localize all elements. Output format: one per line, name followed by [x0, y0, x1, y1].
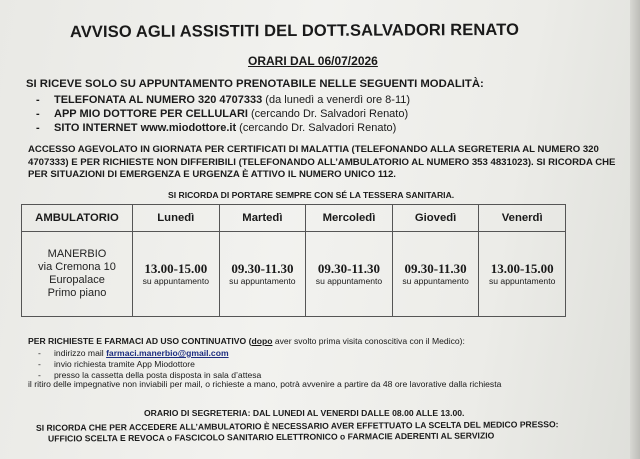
- doctor-choice-places: UFFICIO SCELTA E REVOCA o FASCICOLO SANITARIO ELETTRONICO o FARMACIE ADERENTI AL SERVIZIO: [47, 430, 495, 444]
- slot-tuesday: [219, 232, 306, 317]
- location-building: Europalace: [49, 274, 105, 286]
- header-friday: Venerdì: [479, 205, 566, 232]
- requests-list: [38, 348, 261, 381]
- slot-time: 09.30-11.30: [317, 261, 381, 276]
- requests-heading: PER RICHIESTE E FARMACI AD USO CONTINUATIVO (dopo aver svolto prima visita conoscitiva con il Medico):: [28, 336, 465, 346]
- notice-title: AVVISO AGLI ASSISTITI DEL DOTT.SALVADORI RENATO: [69, 20, 520, 42]
- paper-edge: [630, 0, 640, 459]
- doctor-choice-reminder: SI RICORDA CHE PER ACCEDERE ALL’AMBULATORIO È NECESSARIO AVER EFFETTUATO LA SCELTA DEL MEDICO PRESSO:: [35, 419, 559, 433]
- slot-note: su appuntamento: [488, 276, 556, 286]
- slot-note: su appuntamento: [315, 276, 383, 286]
- location-city: MANERBIO: [47, 248, 107, 260]
- location-floor: Primo piano: [47, 287, 107, 299]
- header-monday: Lunedì: [133, 205, 220, 232]
- slot-note: su appuntamento: [142, 276, 209, 286]
- location-cell: [22, 232, 133, 317]
- slot-time: 09.30-11.30: [231, 261, 294, 276]
- email-link[interactable]: farmaci.manerbio@gmail.com: [106, 348, 229, 358]
- slot-time: 13.00-15.00: [490, 261, 554, 276]
- request-option-mailbox: - presso la cassetta della posta disposta in sala d’attesa: [38, 370, 262, 380]
- header-ambulatorio: AMBULATORIO: [22, 205, 133, 232]
- booking-modes-list: [36, 93, 410, 135]
- health-card-reminder: SI RICORDA DI PORTARE SEMPRE CON SÉ LA TESSERA SANITARIA.: [168, 190, 455, 200]
- header-thursday: Giovedì: [392, 205, 479, 232]
- office-hours: ORARIO DI SEGRETERIA: DAL LUNEDI AL VENERDI DALLE 08.00 ALLE 13.00.: [144, 408, 465, 418]
- booking-mode-phone: - TELEFONATA AL NUMERO 320 4707333 (da lunedì a venerdì ore 8-11): [36, 94, 411, 106]
- location-street: via Cremona 10: [38, 261, 116, 273]
- schedule-row-manerbio: [22, 232, 566, 317]
- slot-time: 13.00-15.00: [144, 261, 208, 276]
- appointment-intro: SI RICEVE SOLO SU APPUNTAMENTO PRENOTABILE NELLE SEGUENTI MODALITÀ:: [26, 78, 484, 90]
- slot-friday: [479, 232, 566, 317]
- slot-note: su appuntamento: [229, 276, 296, 286]
- booking-mode-website: - SITO INTERNET www.miodottore.it (cercando Dr. Salvadori Renato): [36, 122, 397, 134]
- header-wednesday: Mercoledì: [306, 205, 393, 232]
- schedule-table: [21, 204, 566, 317]
- schedule-header-row: [22, 205, 566, 232]
- request-option-email: - indirizzo mail farmaci.manerbio@gmail.com: [38, 348, 229, 358]
- request-option-app: - invio richiesta tramite App Miodottore: [38, 359, 195, 369]
- slot-thursday: [392, 232, 479, 317]
- slot-time: 09.30-11.30: [404, 261, 467, 276]
- access-paragraph: ACCESSO AGEVOLATO IN GIORNATA PER CERTIFICATI DI MALATTIA (TELEFONANDO ALLA SEGRETERIA AL NUMERO 320 4707333) E PER RICHIESTE NON DIFFERIBILI (TELEFONANDO ALL’AMBULATORIO AL NUMERO 353 4831023). SI RICORDA CHE PER SITUAZIONI DI EMERGENZA E URGENZA È ATTIVO IL NUMERO UNICO 112.: [28, 144, 616, 181]
- booking-mode-app: - APP MIO DOTTORE PER CELLULARI (cercando Dr. Salvadori Renato): [36, 108, 409, 120]
- header-tuesday: Martedì: [219, 205, 306, 232]
- slot-monday: [133, 232, 220, 317]
- slot-wednesday: [306, 232, 393, 317]
- notice-subtitle: ORARI DAL 06/07/2026: [248, 54, 378, 68]
- slot-note: su appuntamento: [402, 276, 469, 286]
- prescription-pickup-note: il ritiro delle impegnative non inviabili per mail, o richieste a mano, potrà avvenire a partire da 48 ore lavorative dalla richiesta: [28, 379, 502, 389]
